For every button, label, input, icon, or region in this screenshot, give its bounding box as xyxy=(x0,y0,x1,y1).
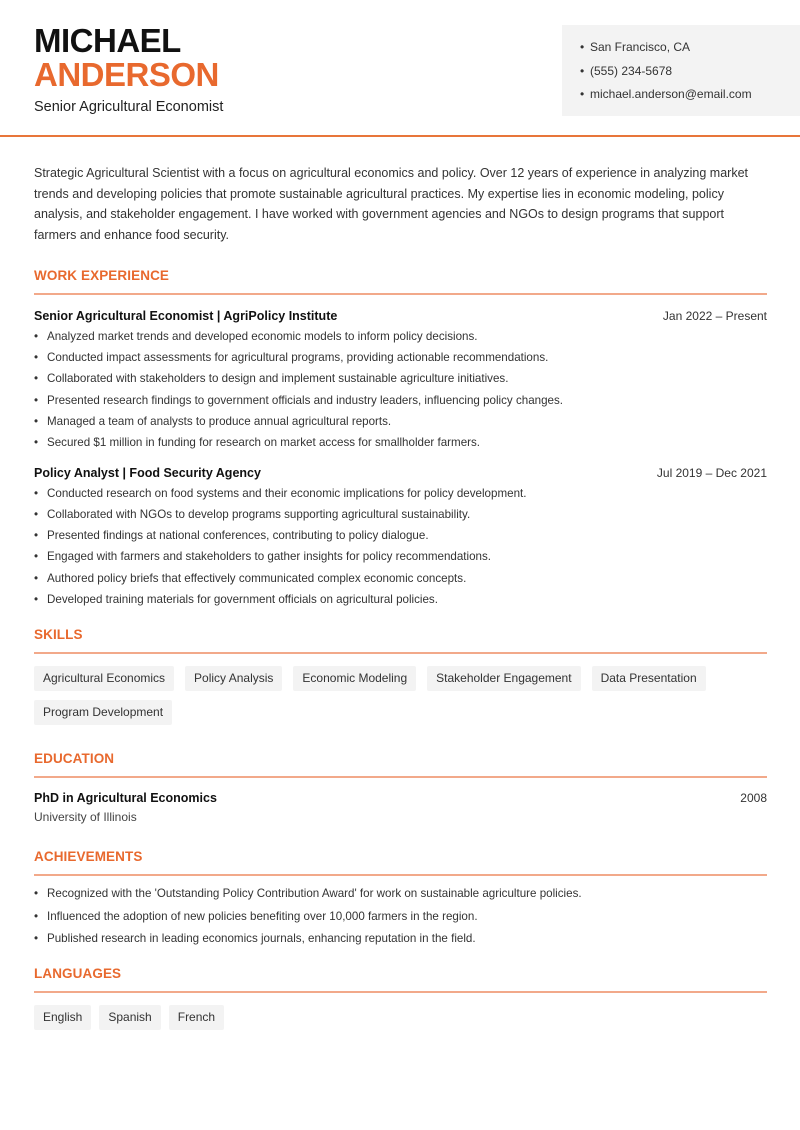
job-dates: Jul 2019 – Dec 2021 xyxy=(656,465,767,480)
first-name: MICHAEL xyxy=(34,22,181,59)
list-item: • Engaged with farmers and stakeholders to gather insights for policy recommendations. xyxy=(34,549,767,570)
section-divider xyxy=(34,652,767,654)
email-text[interactable]: michael.anderson@email.com xyxy=(590,87,752,101)
skill-tag: Agricultural Economics xyxy=(34,666,174,691)
language-tag: English xyxy=(34,1005,91,1030)
list-item: • Influenced the adoption of new policies benefiting over 10,000 farmers in the region. xyxy=(34,909,767,932)
list-item: • Analyzed market trends and developed economic models to inform policy decisions. xyxy=(34,329,767,350)
skill-tag: Program Development xyxy=(34,700,172,725)
list-item: • Authored policy briefs that effectively communicated complex economic concepts. xyxy=(34,571,767,592)
bullet-icon: • xyxy=(34,932,39,946)
job-bullets xyxy=(34,486,767,614)
section-heading: LANGUAGES xyxy=(34,965,122,981)
job-entry xyxy=(34,309,767,457)
section-heading: EDUCATION xyxy=(34,751,115,767)
last-name: ANDERSON xyxy=(34,56,219,93)
school-name: University of Illinois xyxy=(34,810,137,825)
bullet-icon: • xyxy=(34,351,39,365)
list-item: • Collaborated with stakeholders to design and implement sustainable agriculture initiatives. xyxy=(34,371,767,392)
bullet-icon: • xyxy=(34,887,39,901)
section-education xyxy=(34,751,767,824)
section-divider xyxy=(34,776,767,778)
contact-email xyxy=(580,86,800,110)
bullet-icon: • xyxy=(34,550,39,564)
list-item: • Published research in leading economics journals, enhancing reputation in the field. xyxy=(34,931,767,954)
section-heading: ACHIEVEMENTS xyxy=(34,849,143,865)
section-work-experience xyxy=(34,268,767,614)
section-heading: SKILLS xyxy=(34,627,83,643)
job-dates: Jan 2022 – Present xyxy=(662,308,767,323)
section-achievements xyxy=(34,849,767,954)
list-item: • Conducted impact assessments for agricultural programs, providing actionable recommendations. xyxy=(34,350,767,371)
skill-tag: Economic Modeling xyxy=(293,666,416,691)
language-tag: French xyxy=(169,1005,224,1030)
bullet-icon: • xyxy=(580,87,585,101)
phone-text: (555) 234-5678 xyxy=(590,63,673,78)
language-tags xyxy=(34,1005,767,1030)
job-bullets xyxy=(34,329,767,457)
bullet-icon: • xyxy=(34,393,39,407)
graduation-year: 2008 xyxy=(740,791,767,806)
bullet-icon: • xyxy=(34,436,39,450)
resume-header xyxy=(0,0,800,137)
contact-info-box xyxy=(562,25,800,116)
list-item: • Developed training materials for government officials on agricultural policies. xyxy=(34,592,767,613)
bullet-icon: • xyxy=(34,529,39,543)
job-entry xyxy=(34,466,767,614)
bullet-icon: • xyxy=(34,486,39,500)
professional-summary: Strategic Agricultural Scientist with a focus on agricultural economics and policy. Over 12 years of experience in analyzing market trends and developing policies that promote sustainable agricultural practices. My expertise lies in economic modeling, policy analysis, and stakeholder engagement. I have worked with government agencies and NGOs to design programs that support farmers and enhance food security. xyxy=(34,166,749,243)
skill-tags xyxy=(34,666,767,725)
bullet-icon: • xyxy=(34,909,39,923)
list-item: • Conducted research on food systems and their economic implications for policy development. xyxy=(34,486,767,507)
bullet-icon: • xyxy=(34,329,39,343)
section-heading: WORK EXPERIENCE xyxy=(34,267,170,283)
section-divider xyxy=(34,991,767,993)
section-divider xyxy=(34,293,767,295)
contact-phone xyxy=(580,63,800,87)
skill-tag: Stakeholder Engagement xyxy=(427,666,580,691)
list-item: • Managed a team of analysts to produce annual agricultural reports. xyxy=(34,414,767,435)
bullet-icon: • xyxy=(34,507,39,521)
job-role: Policy Analyst | Food Security Agency xyxy=(34,465,261,480)
bullet-icon: • xyxy=(34,571,39,585)
list-item: • Secured $1 million in funding for research on market access for smallholder farmers. xyxy=(34,435,767,456)
list-item: • Presented research findings to government officials and industry leaders, influencing policy changes. xyxy=(34,393,767,414)
resume-body xyxy=(34,137,767,1030)
list-item: • Collaborated with NGOs to develop programs supporting agricultural sustainability. xyxy=(34,507,767,528)
degree: PhD in Agricultural Economics xyxy=(34,791,217,806)
section-divider xyxy=(34,874,767,876)
job-role: Senior Agricultural Economist | AgriPolicy Institute xyxy=(34,308,338,323)
skill-tag: Policy Analysis xyxy=(185,666,282,691)
list-item: • Recognized with the 'Outstanding Policy Contribution Award' for work on sustainable agriculture policies. xyxy=(34,886,767,909)
section-languages xyxy=(34,966,767,1030)
section-skills xyxy=(34,627,767,725)
bullet-icon: • xyxy=(580,63,585,78)
location-text: San Francisco, CA xyxy=(590,40,691,54)
bullet-icon: • xyxy=(34,372,39,386)
language-tag: Spanish xyxy=(99,1005,160,1030)
list-item: • Presented findings at national conferences, contributing to policy dialogue. xyxy=(34,528,767,549)
skill-tag: Data Presentation xyxy=(592,666,706,691)
professional-title: Senior Agricultural Economist xyxy=(34,99,224,115)
bullet-icon: • xyxy=(34,593,39,607)
bullet-icon: • xyxy=(580,40,585,54)
contact-location xyxy=(580,39,800,63)
bullet-icon: • xyxy=(34,415,39,428)
achievement-list xyxy=(34,886,767,954)
